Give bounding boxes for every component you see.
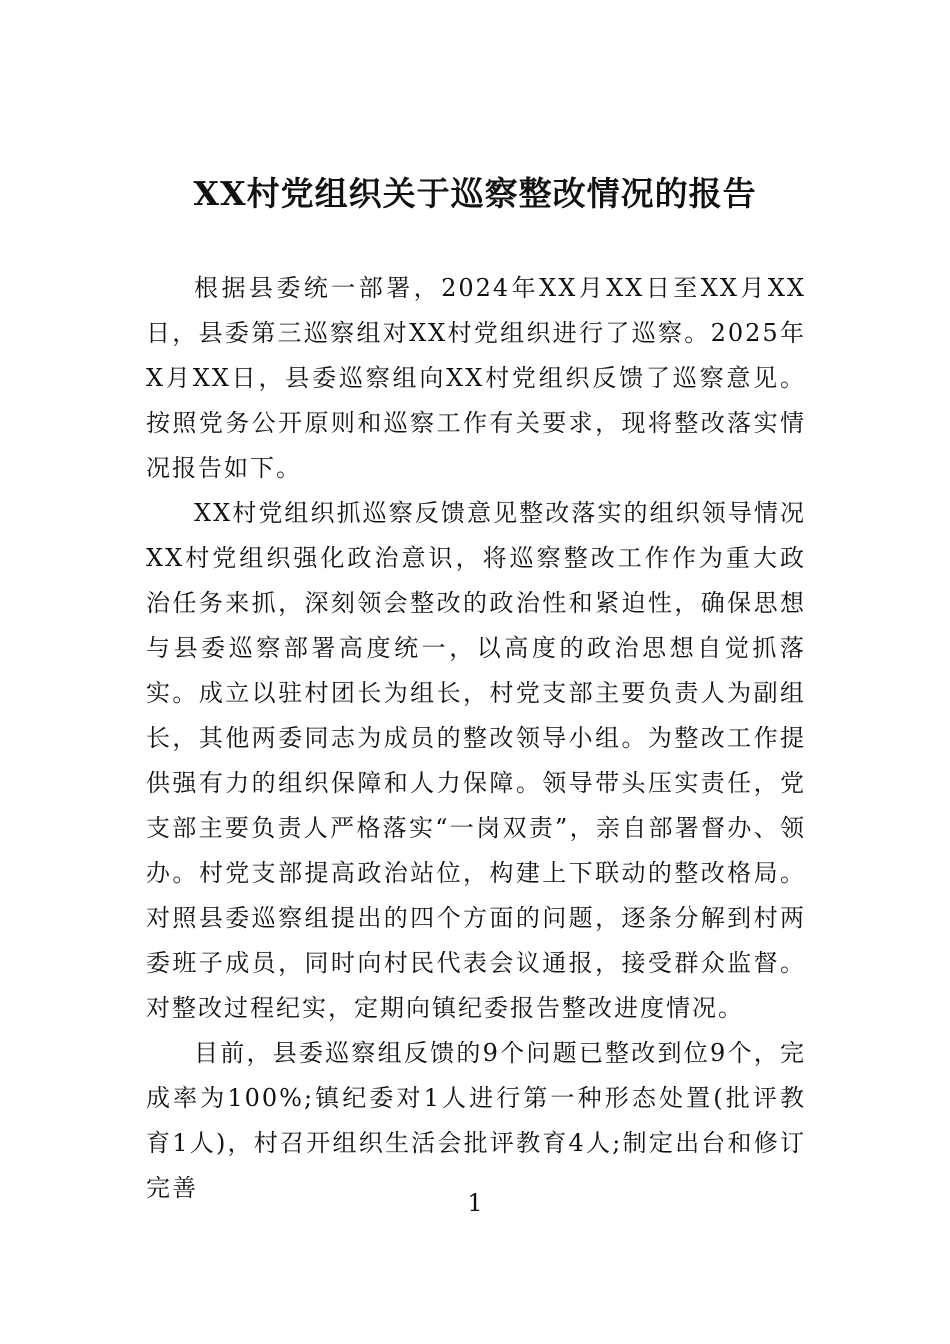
document-title: XX村党组织关于巡察整改情况的报告: [193, 174, 757, 213]
paragraph-intro: 根据县委统一部署，2024年XX月XX日至XX月XX日，县委第三巡察组对XX村党组织进行了巡察。2025年X月XX日，县委巡察组向XX村党组织反馈了巡察意见。按照党务公开原则和巡察工作有关要求，现将整改落实情况报告如下。: [146, 274, 806, 482]
page-number: 1: [467, 1189, 483, 1217]
document-body: [146, 266, 806, 1211]
paragraph-organization: XX村党组织抓巡察反馈意见整改落实的组织领导情况XX村党组织强化政治意识，将巡察整改工作作为重大政治任务来抓，深刻领会整改的政治性和紧迫性，确保思想与县委巡察部署高度统一，以高度的政治思想自觉抓落实。成立以驻村团长为组长，村党支部主要负责人为副组长，其他两委同志为成员的整改领导小组。为整改工作提供强有力的组织保障和人力保障。领导带头压实责任，党支部主要负责人严格落实“一岗双责”，亲自部署督办、领办。村党支部提高政治站位，构建上下联动的整改格局。对照县委巡察组提出的四个方面的问题，逐条分解到村两委班子成员，同时向村民代表会议通报，接受群众监督。对整改过程纪实，定期向镇纪委报告整改进度情况。: [146, 499, 806, 1022]
paragraph-progress: 目前，县委巡察组反馈的9个问题已整改到位9个，完成率为100%;镇纪委对1人进行第一种形态处置(批评教育1人)，村召开组织生活会批评教育4人;制定出台和修订完善: [146, 1039, 806, 1202]
